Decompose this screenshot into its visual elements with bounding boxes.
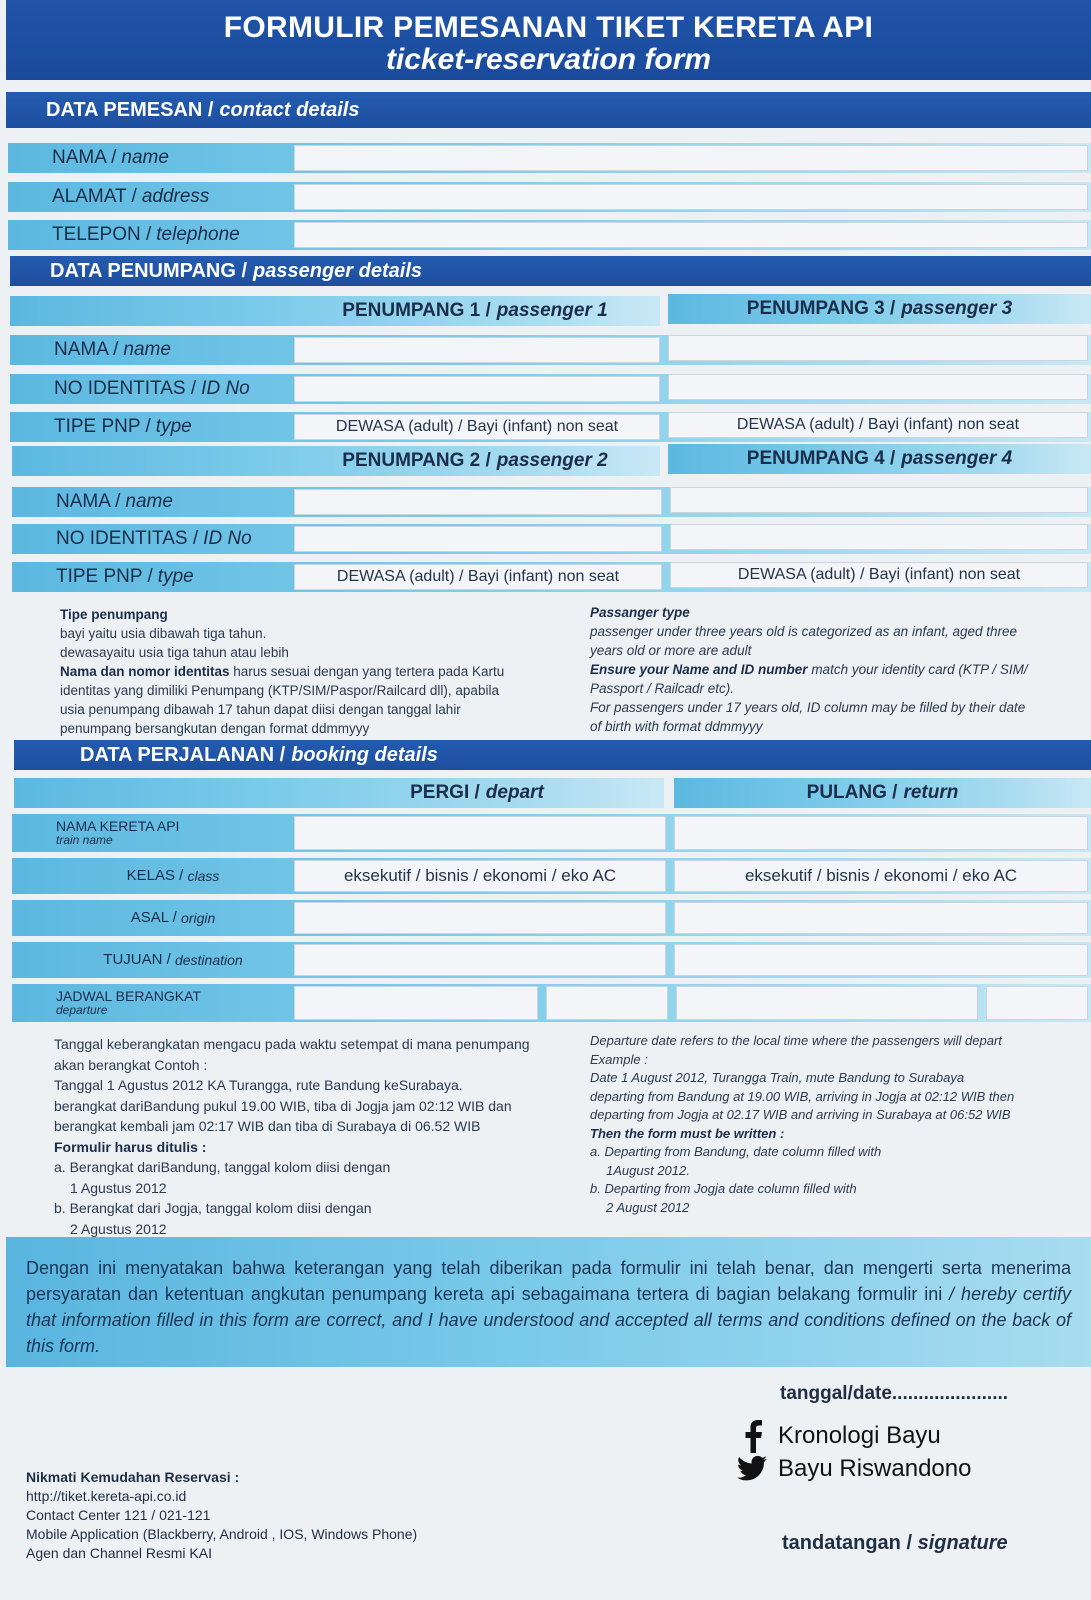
contact-name-label: NAMA / name <box>52 147 169 168</box>
return-date-field[interactable] <box>676 986 978 1020</box>
passenger-3-heading: PENUMPANG 3 / passenger 3 <box>746 298 1013 319</box>
certification-en: / hereby certify that information filled in this form are correct, and I have understood and accepted all terms and conditions defined on the back of this form. <box>26 1284 1071 1356</box>
passenger-4-idno-field[interactable] <box>670 524 1088 550</box>
return-time-field[interactable] <box>986 986 1088 1020</box>
passenger-2-name-field[interactable] <box>294 489 662 515</box>
signature-label: tandatangan / signature <box>782 1532 1008 1554</box>
form-title: FORMULIR PEMESANAN TIKET KERETA API <box>223 11 874 44</box>
date-label: tanggal/date...................... <box>780 1383 1009 1404</box>
depart-origin-field[interactable] <box>294 902 666 934</box>
booking-section-title-en: booking details <box>291 743 438 766</box>
depart-class-options[interactable]: eksekutif / bisnis / ekonomi / eko AC <box>294 860 666 892</box>
depart-date-field[interactable] <box>294 986 538 1020</box>
reservation-url[interactable]: http://tiket.kereta-api.co.id <box>26 1488 187 1504</box>
passenger-idno-label-2: NO IDENTITAS / ID No <box>56 528 252 549</box>
contact-section-title-en: contact details <box>219 98 360 121</box>
origin-label: ASAL / origin <box>130 909 216 926</box>
booking-section-title: DATA PERJALANAN / <box>80 743 286 766</box>
passenger-1-heading: PENUMPANG 1 / passenger 1 <box>342 300 608 321</box>
passenger-1-idno-field[interactable] <box>294 376 660 402</box>
passenger-section-bar <box>10 256 1091 286</box>
contact-telephone-label: TELEPON / telephone <box>52 224 240 245</box>
return-origin-field[interactable] <box>674 902 1088 934</box>
return-class-options[interactable]: eksekutif / bisnis / ekonomi / eko AC <box>674 860 1088 892</box>
passenger-2-heading: PENUMPANG 2 / passenger 2 <box>342 450 608 471</box>
passenger-4-heading: PENUMPANG 4 / passenger 4 <box>746 448 1013 469</box>
passenger-1-name-field[interactable] <box>294 337 660 363</box>
class-label: KELAS / class <box>126 867 220 884</box>
certification-id: Dengan ini menyatakan bahwa keterangan yang telah diberikan pada formulir ini telah benar, dan mengerti serta menerima persyaratan dan ketentuan angkutan penumpang kereta api sebagaimana tertera di bagian belakang formulir ini <box>26 1258 1071 1304</box>
return-destination-field[interactable] <box>674 944 1088 976</box>
passenger-name-label-1: NAMA / name <box>54 339 171 360</box>
passenger-type-label-1: TIPE PNP / type <box>54 416 192 437</box>
passenger-2-type-options[interactable]: DEWASA (adult) / Bayi (infant) non seat <box>294 564 662 590</box>
depart-destination-field[interactable] <box>294 944 666 976</box>
passenger-section-title: DATA PENUMPANG / <box>50 259 248 282</box>
passenger-name-label-2: NAMA / name <box>56 491 173 512</box>
contact-section-title: DATA PEMESAN / <box>46 98 214 121</box>
reservation-contact: Contact Center 121 / 021-121 <box>26 1507 211 1523</box>
return-heading: PULANG / return <box>806 782 959 803</box>
passenger-idno-label-1: NO IDENTITAS / ID No <box>54 378 250 399</box>
facebook-watermark: Kronologi Bayu <box>738 1419 941 1453</box>
depart-heading: PERGI / depart <box>410 782 544 803</box>
certification-statement <box>6 1237 1091 1367</box>
passenger-4-name-field[interactable] <box>670 487 1088 513</box>
reservation-agents: Agen dan Channel Resmi KAI <box>26 1545 212 1561</box>
twitter-watermark: Bayu Riswandono <box>736 1455 971 1483</box>
facebook-icon <box>738 1419 768 1453</box>
booking-section-bar <box>14 740 1091 770</box>
contact-section-bar <box>6 92 1091 128</box>
contact-name-field[interactable] <box>294 145 1088 171</box>
passenger-3-idno-field[interactable] <box>668 374 1088 400</box>
passenger-4-type-options[interactable]: DEWASA (adult) / Bayi (infant) non seat <box>670 562 1088 588</box>
reservation-info <box>26 1468 546 1563</box>
passenger-section-title-en: passenger details <box>253 259 422 282</box>
train-name-label: NAMA KERETA API train name <box>56 818 180 847</box>
passenger-3-name-field[interactable] <box>668 335 1088 361</box>
depart-train-name-field[interactable] <box>294 816 666 850</box>
booking-notes-id: Tanggal keberangkatan mengacu pada waktu setempat di mana penumpang akan berangkat Contoh : Tanggal 1 Agustus 2012 KA Turangga, rute Bandung keSurabaya. berangkat dariBandung pukul 19.00 WIB, tiba di Jogja jam 02:12 WIB dan berangkat kembali jam 02:17 WIB dan tiba di Surabaya di 06.52 WIB Formulir harus ditulis : a. Berangkat dariBandung, tanggal kolom diisi dengan 1 Agustus 2012 b. Berangkat dari Jogja, tanggal kolom diisi dengan 2 Agustus 2012 <box>54 1036 530 1237</box>
reservation-mobile: Mobile Application (Blackberry, Android , IOS, Windows Phone) <box>26 1526 418 1542</box>
passenger-notes-id: Tipe penumpang bayi yaitu usia dibawah tiga tahun. dewasayaitu usia tiga tahun atau lebih Nama dan nomor identitas harus sesuai dengan yang tertera pada Kartu identitas yang dimiliki Penumpang (KTP/SIM/Paspor/Railcard dll), apabila usia penumpang dibawah 17 tahun dapat diisi dengan tanggal lahir penumpang bersangkutan dengan format ddmmyyy <box>60 607 505 736</box>
contact-telephone-field[interactable] <box>294 222 1088 248</box>
twitter-icon <box>736 1455 768 1483</box>
passenger-2-idno-field[interactable] <box>294 526 662 552</box>
return-train-name-field[interactable] <box>674 816 1088 850</box>
destination-label: TUJUAN / destination <box>103 951 243 968</box>
passenger-1-type-options[interactable]: DEWASA (adult) / Bayi (infant) non seat <box>294 414 660 440</box>
depart-time-field[interactable] <box>546 986 668 1020</box>
schedule-label: JADWAL BERANGKAT departure <box>56 988 201 1017</box>
contact-address-label: ALAMAT / address <box>52 186 210 207</box>
booking-notes-en: Departure date refers to the local time where the passengers will depart Example : Date 1 August 2012, Turangga Train, mute Bandung to Surabaya departing from Bandung at 19.00 WIB, arriving in Jogja at 02:12 WIB then departing from Jogja at 02.17 WIB and arriving in Surabaya at 06:52 WIB Then the form must be written : a. Departing from Bandung, date column filled with 1August 2012. b. Departing from Jogja date column filled with 2 August 2012 <box>590 1033 1015 1215</box>
form-subtitle: ticket-reservation form <box>385 43 712 76</box>
passenger-type-label-2: TIPE PNP / type <box>56 566 194 587</box>
passenger-notes-en: Passanger type passenger under three years old is categorized as an infant, aged three years old or more are adult Ensure your Name and ID number match your identity card (KTP / SIM/ Passport / Railcadr etc). For passengers under 17 years old, ID column may be filled by their date of birth with format ddmmyyy <box>590 605 1028 734</box>
contact-address-field[interactable] <box>294 184 1088 210</box>
form-header <box>6 0 1091 80</box>
reservation-title: Nikmati Kemudahan Reservasi : <box>26 1469 240 1485</box>
passenger-3-type-options[interactable]: DEWASA (adult) / Bayi (infant) non seat <box>668 412 1088 438</box>
